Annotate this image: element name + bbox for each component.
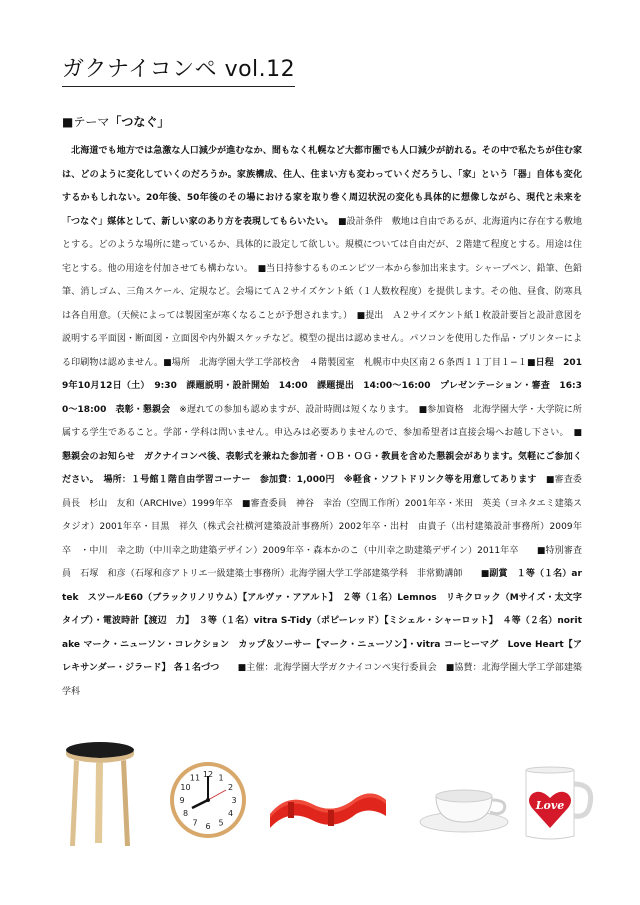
theme-heading <box>62 113 169 131</box>
eligibility-text: ※遅れての参加も認めますが、設計時間は短くなります。 ■参加資格 北海学園大学・大学院に所属する学生であること。学部・学科は問いません。申込みは必要ありませんので、参加希望者は直接会場へお越し下さい。 <box>62 404 582 438</box>
organizer-text: ■主催：北海学園大学ガクナイコンペ実行委員会 ■協賛：北海学園大学工学部建築学科 <box>62 663 582 697</box>
venue-text: ■場所 北海学園大学工学部校舎 ４階製図室 札幌市中央区南２６条西１１丁目１−１ <box>163 357 527 368</box>
love-mug-image <box>518 766 598 842</box>
clock-numeral: 12 <box>202 770 214 779</box>
theme-prefix: ■テーマ <box>62 115 110 129</box>
design-conditions: ■設計条件 敷地は自由であるが、北海道内に存在する敷地とする。どのような場所に建っているか、具体的に設定して欲しい。規模については自由だが、２階建て程度とする。用途は住宅とする。他の用途を付加させても構わない。 ■当日持参するものエンピツ一本から参加出来ます。シャープペン、鉛筆、色鉛筆、消しゴム、三角スケール、定規など。会場にてＡ２サイズケント紙（１人数枚程度）を提供します。その他、昼食、防寒具は各自用意。（天候によっては製図室が寒くなることが予想されます。） ■提出 Ａ２サイズケント紙１枚設計要旨と設計意図を説明する平面図・断面図・立面図や内外観スケッチなど。模型の提出は認めません。パソコンを使用した作品・プリンターによる印刷物は認めません。 <box>62 216 582 368</box>
page-title: ガクナイコンペ vol.12 <box>62 56 295 87</box>
clock-numeral: 5 <box>218 818 224 828</box>
clock-numeral: 8 <box>182 809 189 818</box>
prize-products <box>50 738 610 848</box>
clock-numeral: 3 <box>231 796 237 805</box>
clock-numeral: 7 <box>192 818 198 828</box>
clock-numeral: 4 <box>227 809 234 818</box>
theme-description: 北海道でも地方では急激な人口減少が進むなか、間もなく札幌など大都市圏でも人口減少が訪れる。その中で私たちが住む家は、どのように変化していくのだろうか。家族構成、住人、住まい方も変わっていくだろうし、「家」という「器」自体も変化するかもしれない。20年後、50年後のその場における家を取り巻く周辺状況の変化も具体的に想像しながら、現代と未来を「つなぐ」媒体として、新しい家のあり方を表現してもらいたい。 <box>62 146 582 227</box>
mug-text: Love <box>535 799 565 812</box>
theme-name: 「つなぐ」 <box>109 115 170 129</box>
cup-saucer-image <box>418 782 514 836</box>
clock-numeral: 9 <box>179 796 185 805</box>
s-tidy-image <box>268 780 388 834</box>
jury-text: ■審査委員長 杉山 友和（ARCHIve）1999年卒 ■審査委員 神谷 幸治（空間工作所）2001年卒・米田 英美（ヨネタエミ建築スタジオ）2001年卒・目黒 祥久（株式会社横河建築設計事務所）2002年卒・出村 由貴子（出村建築設計事務所）2009年卒 ・中川 幸之助（中川幸之助建築デザイン）2009年卒・森本かのこ（中川幸之助建築デザイン）2011年卒 ■特別審査員 石塚 和彦（石塚和彦アトリエ一級建築士事務所）北海学園大学工学部建築学科 非常勤講師 <box>62 475 582 579</box>
prizes-text: ■副賞 １等（１名）artek スツールE60（ブラックリノリウム）【アルヴァ・アアルト】 ２等（１名）Lemnos リキクロック（Mサイズ・太文字タイプ）・電波時計【渡辺 力】 ３等（１名）vitra S-Tidy（ポピーレッド）【ミシェル・シャーロット】 ４等（２名）noritake マーク・ニューソン・コレクション カップ＆ソーサー【マーク・ニューソン】・vitra コーヒーマグ Love Heart【アレキサンダー・ジラード】 各１名づつ <box>62 569 582 673</box>
body-text <box>62 140 582 704</box>
schedule-text: ■日程 2019年10月12日（土） 9:30 課題説明・設計開始 14:00 課題提出 14:00〜16:00 プレゼンテーション・審査 16:30〜18:00 表彰・懇親会 <box>62 357 583 415</box>
stool-image <box>60 740 140 848</box>
clock-numeral: 11 <box>189 773 201 783</box>
clock-numeral: 1 <box>218 773 224 783</box>
clock-image <box>168 760 248 840</box>
clock-numeral: 2 <box>227 783 234 792</box>
clock-numeral: 6 <box>205 822 211 831</box>
clock-numeral: 10 <box>180 783 191 792</box>
party-notice: ■懇親会のお知らせ ガクナイコンペ後、表彰式を兼ねた参加者・ＯＢ・ＯＧ・教員を含めた懇親会があります。気軽にご参加ください。 場所：１号館１階自由学習コーナー 参加費：1,000円 ※軽食・ソフトドリンク等を用意してあります <box>62 428 582 485</box>
